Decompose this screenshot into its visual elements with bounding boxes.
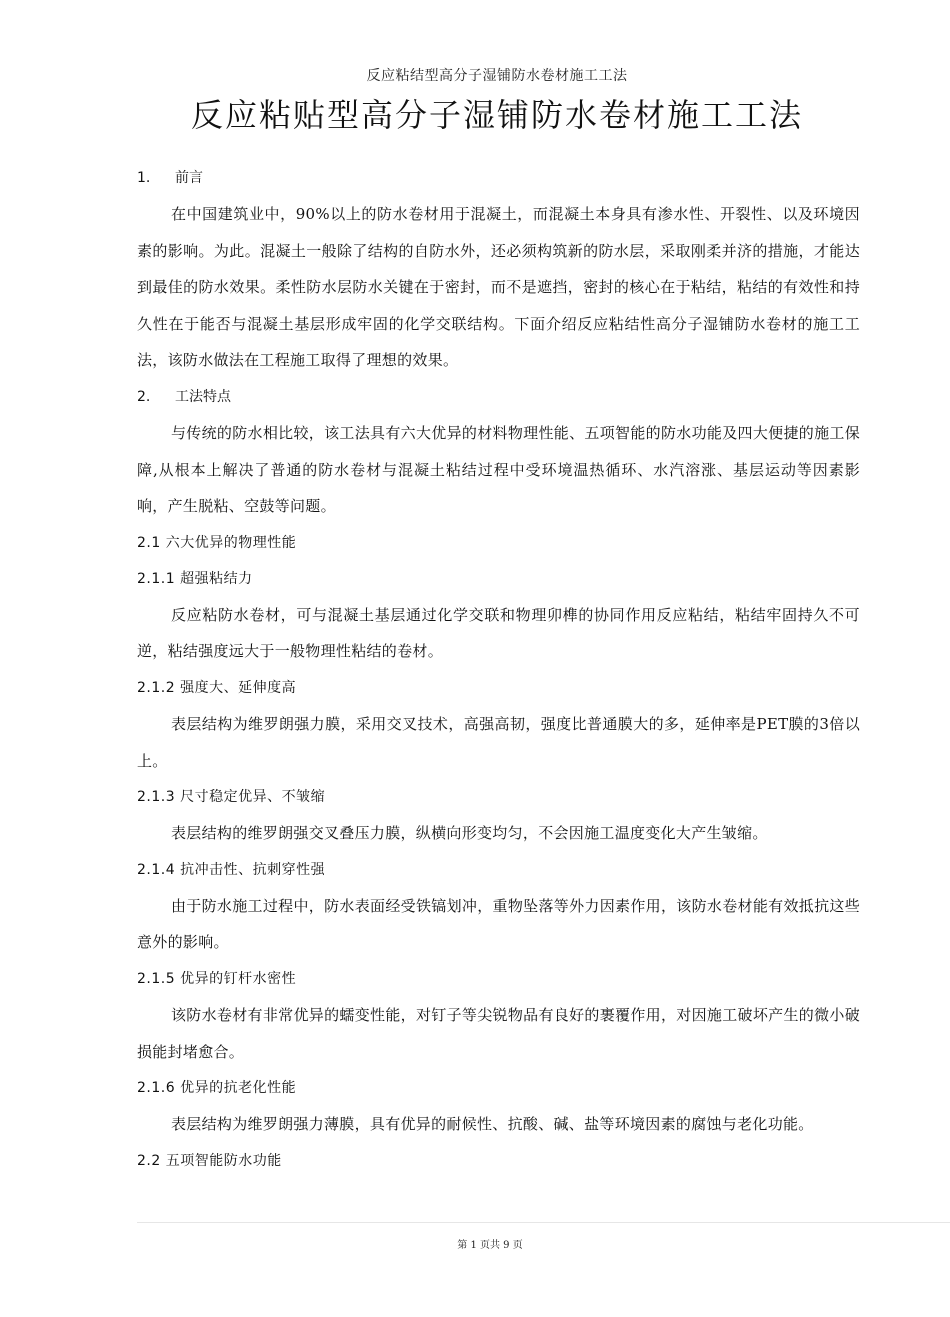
section-number: 1.: [137, 170, 151, 186]
paragraph-2-1-4: 由于防水施工过程中，防水表面经受铁镐划冲，重物坠落等外力因素作用，该防水卷材能有效抵抗这些意外的影响。: [137, 896, 860, 952]
paragraph-introduction: 在中国建筑业中，90%以上的防水卷材用于混凝土，而混凝土本身具有渗水性、开裂性、以及环境因素的影响。为此。混凝土一般除了结构的自防水外，还必须构筑新的防水层，采取刚柔并济的措施，才能达到最佳的防水效果。柔性防水层防水关键在于密封，而不是遮挡，密封的核心在于粘结，粘结的有效性和持久性在于能否与混凝土基层形成牢固的化学交联结构。下面介绍反应粘结性高分子湿铺防水卷材的施工工法，该防水做法在工程施工取得了理想的效果。: [137, 205, 860, 370]
subsection-heading-2-1-3: 2.1.3 尺寸稳定优异、不皱缩: [137, 789, 326, 806]
document-body: [137, 160, 860, 1179]
subsection-heading-2-2: 2.2 五项智能防水功能: [137, 1152, 282, 1169]
subsection-heading-2-1-4: 2.1.4 抗冲击性、抗刺穿性强: [137, 861, 326, 878]
paragraph-2-1-2: 表层结构为维罗朗强力膜，采用交叉技术，高强高韧，强度比普通膜大的多，延伸率是PET膜的3倍以上。: [137, 714, 860, 770]
paragraph-features: 与传统的防水相比较，该工法具有六大优异的材料物理性能、五项智能的防水功能及四大便捷的施工保障,从根本上解决了普通的防水卷材与混凝土粘结过程中受环境温热循环、水汽溶涨、基层运动等因素影响，产生脱粘、空鼓等问题。: [137, 423, 860, 516]
section-title: 工法特点: [175, 388, 231, 405]
section-heading-1: [137, 160, 860, 196]
subsection-heading-2-1: 2.1 六大优异的物理性能: [137, 534, 297, 551]
footer-divider: [137, 1222, 950, 1223]
section-number: 2.: [137, 388, 151, 405]
running-header: 反应粘结型高分子湿铺防水卷材施工工法: [366, 68, 628, 84]
document-title: 反应粘贴型高分子湿铺防水卷材施工工法: [190, 96, 803, 134]
paragraph-2-1-3: 表层结构的维罗朗强交叉叠压力膜，纵横向形变均匀，不会因施工温度变化大产生皱缩。: [171, 824, 768, 843]
page-number: 第 1 页共 9 页: [457, 1240, 523, 1251]
subsection-heading-2-1-6: 2.1.6 优异的抗老化性能: [137, 1080, 297, 1097]
subsection-heading-2-1-5: 2.1.5 优异的钉杆水密性: [137, 970, 297, 987]
paragraph-2-1-6: 表层结构为维罗朗强力薄膜，具有优异的耐候性、抗酸、碱、盐等环境因素的腐蚀与老化功能。: [171, 1115, 814, 1134]
subsection-heading-2-1-2: 2.1.2 强度大、延伸度高: [137, 679, 297, 696]
paragraph-2-1-5: 该防水卷材有非常优异的蠕变性能，对钉子等尖锐物品有良好的裹覆作用，对因施工破坏产生的微小破损能封堵愈合。: [137, 1005, 860, 1061]
paragraph-2-1-1: 反应粘防水卷材，可与混凝土基层通过化学交联和物理卯榫的协同作用反应粘结，粘结牢固持久不可逆，粘结强度远大于一般物理性粘结的卷材。: [137, 605, 860, 661]
section-title: 前言: [175, 170, 203, 186]
section-heading-2: [137, 379, 860, 415]
subsection-heading-2-1-1: 2.1.1 超强粘结力: [137, 570, 253, 587]
